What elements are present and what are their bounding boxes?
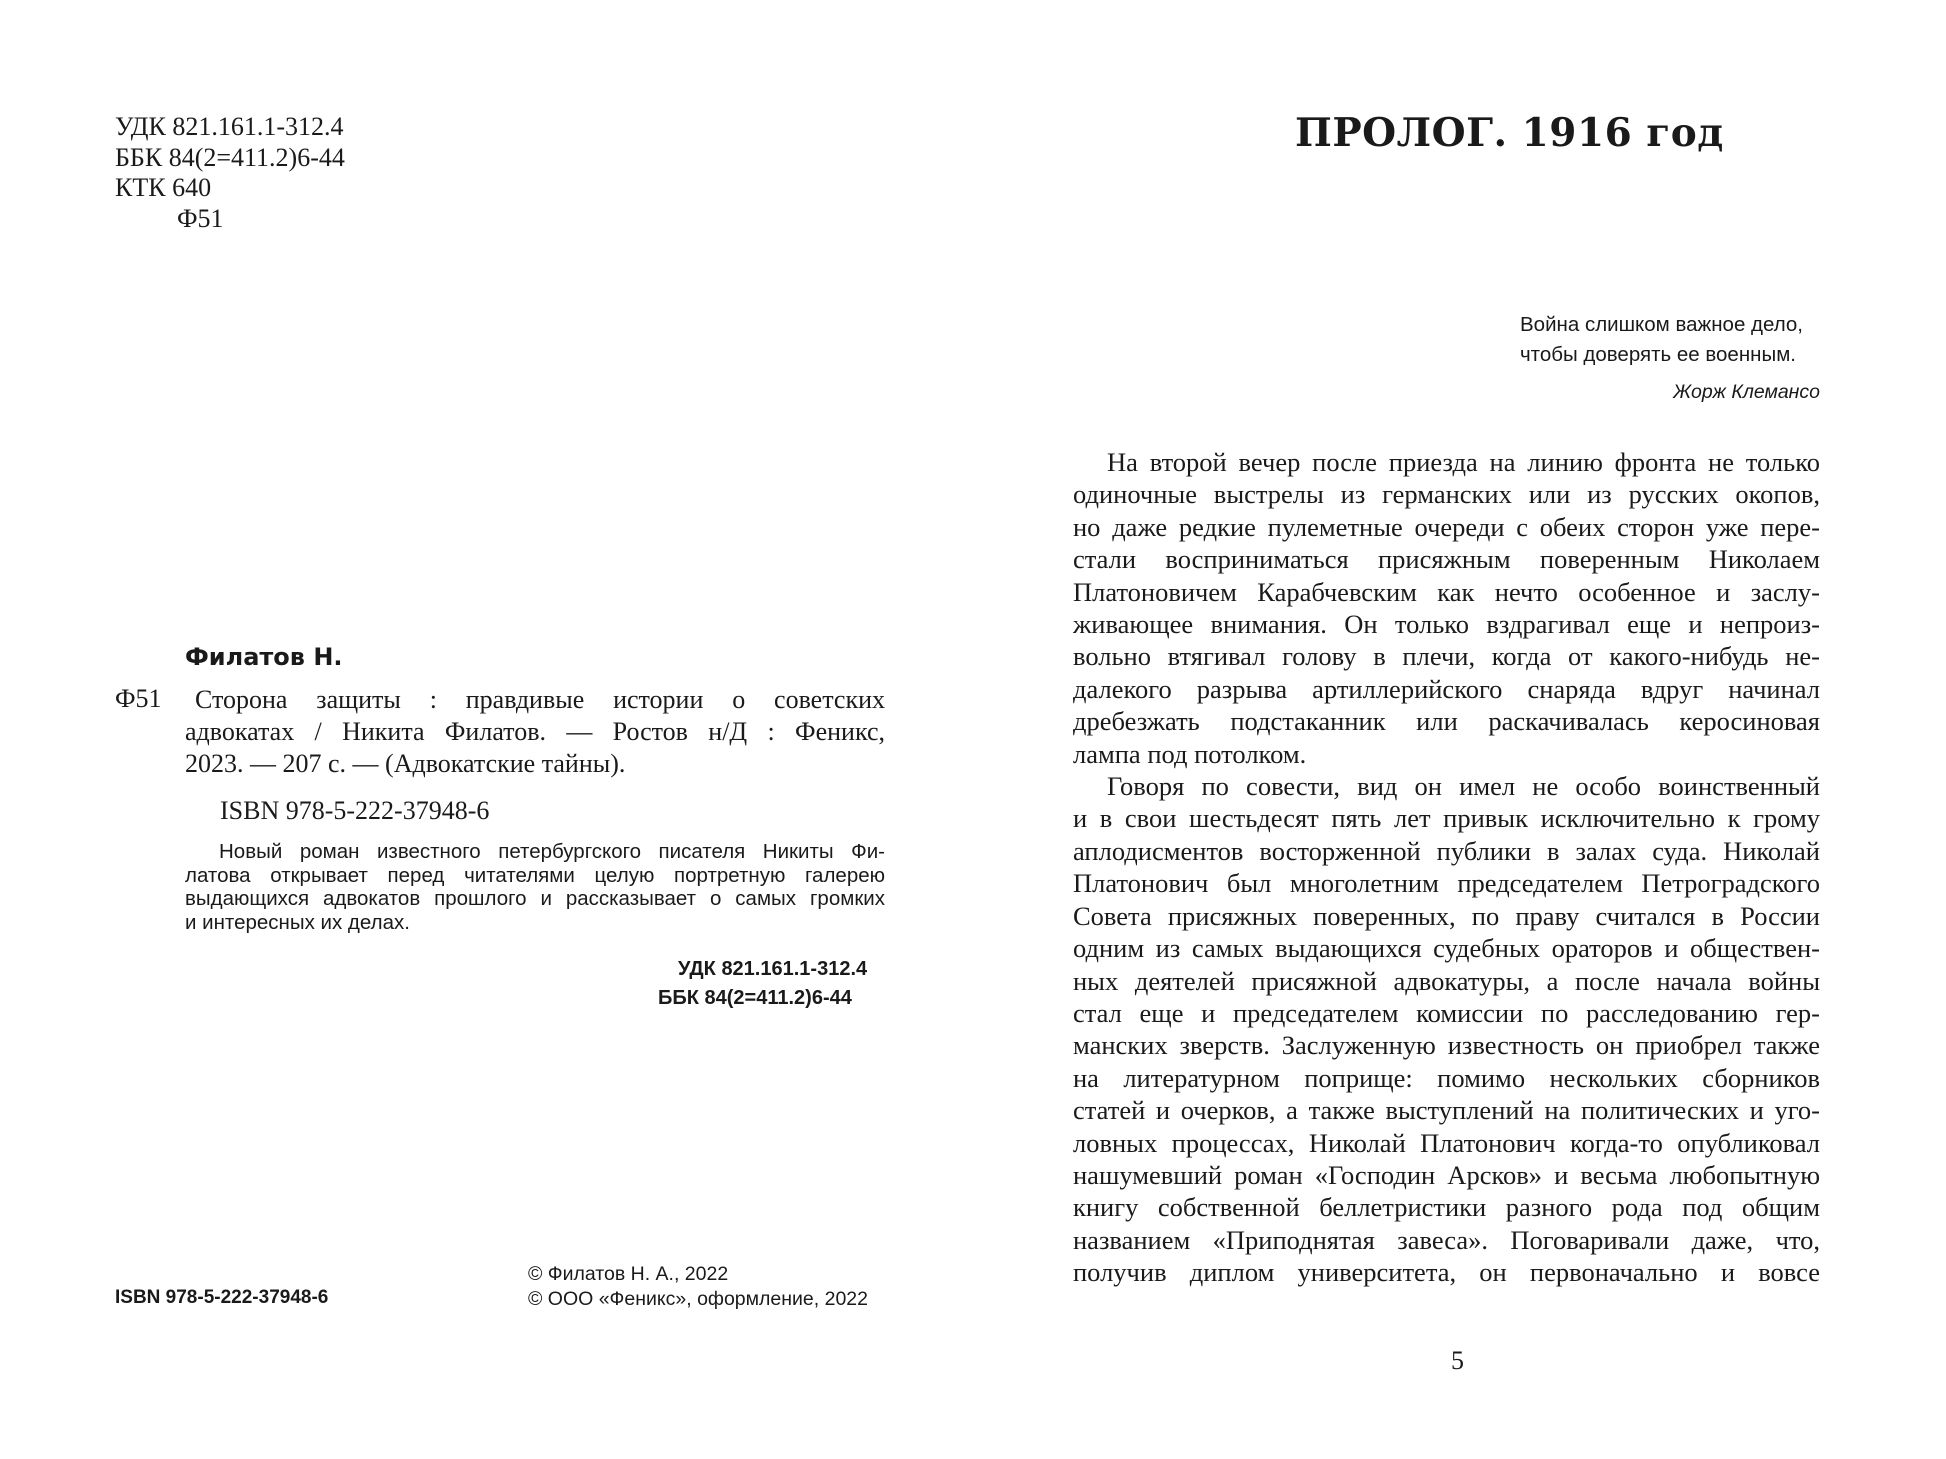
epigraph-line: чтобы доверять ее военным.: [1520, 343, 1796, 366]
copyright-line: © ООО «Феникс», оформление, 2022: [528, 1288, 868, 1310]
chapter-title: ПРОЛОГ. 1916 год: [1295, 110, 1724, 156]
udk-code: УДК 821.161.1-312.4: [115, 112, 344, 141]
annotation-line: Новый роман известного петербургского писателя Никиты Фи-: [219, 840, 885, 863]
author-heading: Филатов Н.: [185, 643, 343, 671]
text-line: ловных процессах, Николай Платонович когда-то опубликовал: [1073, 1127, 1820, 1158]
text-line: книгу собственной беллетристики разного рода под общим: [1073, 1192, 1820, 1223]
text-line: дребезжать подстаканник или раскачивалась керосиновая: [1073, 706, 1820, 737]
text-line: названием «Приподнятая завеса». Поговаривали даже, что,: [1073, 1224, 1820, 1255]
annotation-line: и интересных их делах.: [185, 910, 410, 934]
text-line: Платоновичем Карабчевским как нечто особенное и заслу-: [1073, 576, 1820, 607]
text-line: аплодисментов восторженной публики в залах суда. Николай: [1073, 835, 1820, 866]
ktk-code: КТК 640: [115, 173, 212, 202]
text-line: ных деятелей присяжной адвокатуры, а после начала войны: [1073, 965, 1820, 996]
classification-codes: [115, 112, 345, 234]
page-number: 5: [1451, 1346, 1464, 1375]
text-line: статей и очерков, а также выступлений на политических и уго-: [1073, 1095, 1820, 1126]
epigraph-author: Жорж Клемансо: [1673, 381, 1820, 403]
text-line: одним из самых выдающихся судебных ораторов и обществен-: [1073, 933, 1820, 964]
right-page: [973, 0, 1946, 1459]
udk-bold: УДК 821.161.1-312.4: [678, 958, 868, 980]
author-sign: Ф51: [177, 203, 224, 233]
body-text: [1073, 446, 1820, 1289]
text-line: далекого разрыва артиллерийского снаряда вдруг начинал: [1073, 673, 1820, 704]
copyright-block: [528, 1262, 868, 1312]
isbn-in-record: ISBN 978-5-222-37948-6: [220, 796, 490, 825]
bibliographic-record: [185, 684, 885, 780]
epigraph-line: Война слишком важное дело,: [1520, 313, 1804, 336]
text-line: стал еще и председателем комиссии по расследованию гер-: [1073, 997, 1820, 1028]
annotation-line: выдающихся адвокатов прошлого и рассказывает о самых громких: [185, 887, 885, 910]
text-line: стали восприниматься присяжным поверенным Николаем: [1073, 544, 1820, 575]
text-line: Совета присяжных поверенных, по праву считался в России: [1073, 900, 1820, 931]
text-line: и в свои шестьдесят пять лет привык исключительно к грому: [1073, 803, 1820, 834]
epigraph: [1520, 310, 1820, 370]
isbn-bottom: ISBN 978-5-222-37948-6: [115, 1287, 329, 1308]
text-line: одиночные выстрелы из германских или из русских окопов,: [1073, 479, 1820, 510]
text-line: На второй вечер после приезда на линию фронта не только: [1107, 447, 1820, 477]
biblio-line: 2023. — 207 с. — (Адвокатские тайны).: [185, 749, 626, 778]
text-line: получив диплом университета, он первоначально и вовсе: [1073, 1257, 1820, 1288]
text-line: Платонович был многолетним председателем Петроградского: [1073, 868, 1820, 899]
biblio-line: адвокатах / Никита Филатов. — Ростов н/Д : Феникс,: [185, 717, 885, 746]
text-line: на литературном поприще: помимо нескольких сборников: [1073, 1062, 1820, 1093]
text-line: нашумевший роман «Господин Арсков» и весьма любопытную: [1073, 1159, 1820, 1190]
bbk-code: ББК 84(2=411.2)6-44: [115, 142, 345, 172]
text-line: вольно втягивал голову в плечи, когда от какого-нибудь не-: [1073, 641, 1820, 672]
text-line: лампа под потолком.: [1073, 738, 1307, 769]
biblio-line: Сторона защиты : правдивые истории о советских: [195, 685, 885, 714]
bbk-bold: ББК 84(2=411.2)6-44: [658, 987, 852, 1009]
udk-bbk-block: [658, 955, 868, 1013]
shelf-mark: Ф51: [115, 684, 162, 713]
annotation-line: латова открывает перед читателями целую портретную галерею: [185, 863, 885, 887]
annotation: [185, 840, 885, 934]
text-line: манских зверств. Заслуженную известность он приобрел также: [1073, 1030, 1820, 1061]
text-line: живающее внимания. Он только вздрагивал еще и непроиз-: [1073, 609, 1820, 640]
text-line: но даже редкие пулеметные очереди с обеих сторон уже пере-: [1073, 511, 1820, 542]
text-line: Говоря по совести, вид он имел не особо воинственный: [1107, 771, 1820, 802]
copyright-line: © Филатов Н. А., 2022: [528, 1263, 729, 1285]
